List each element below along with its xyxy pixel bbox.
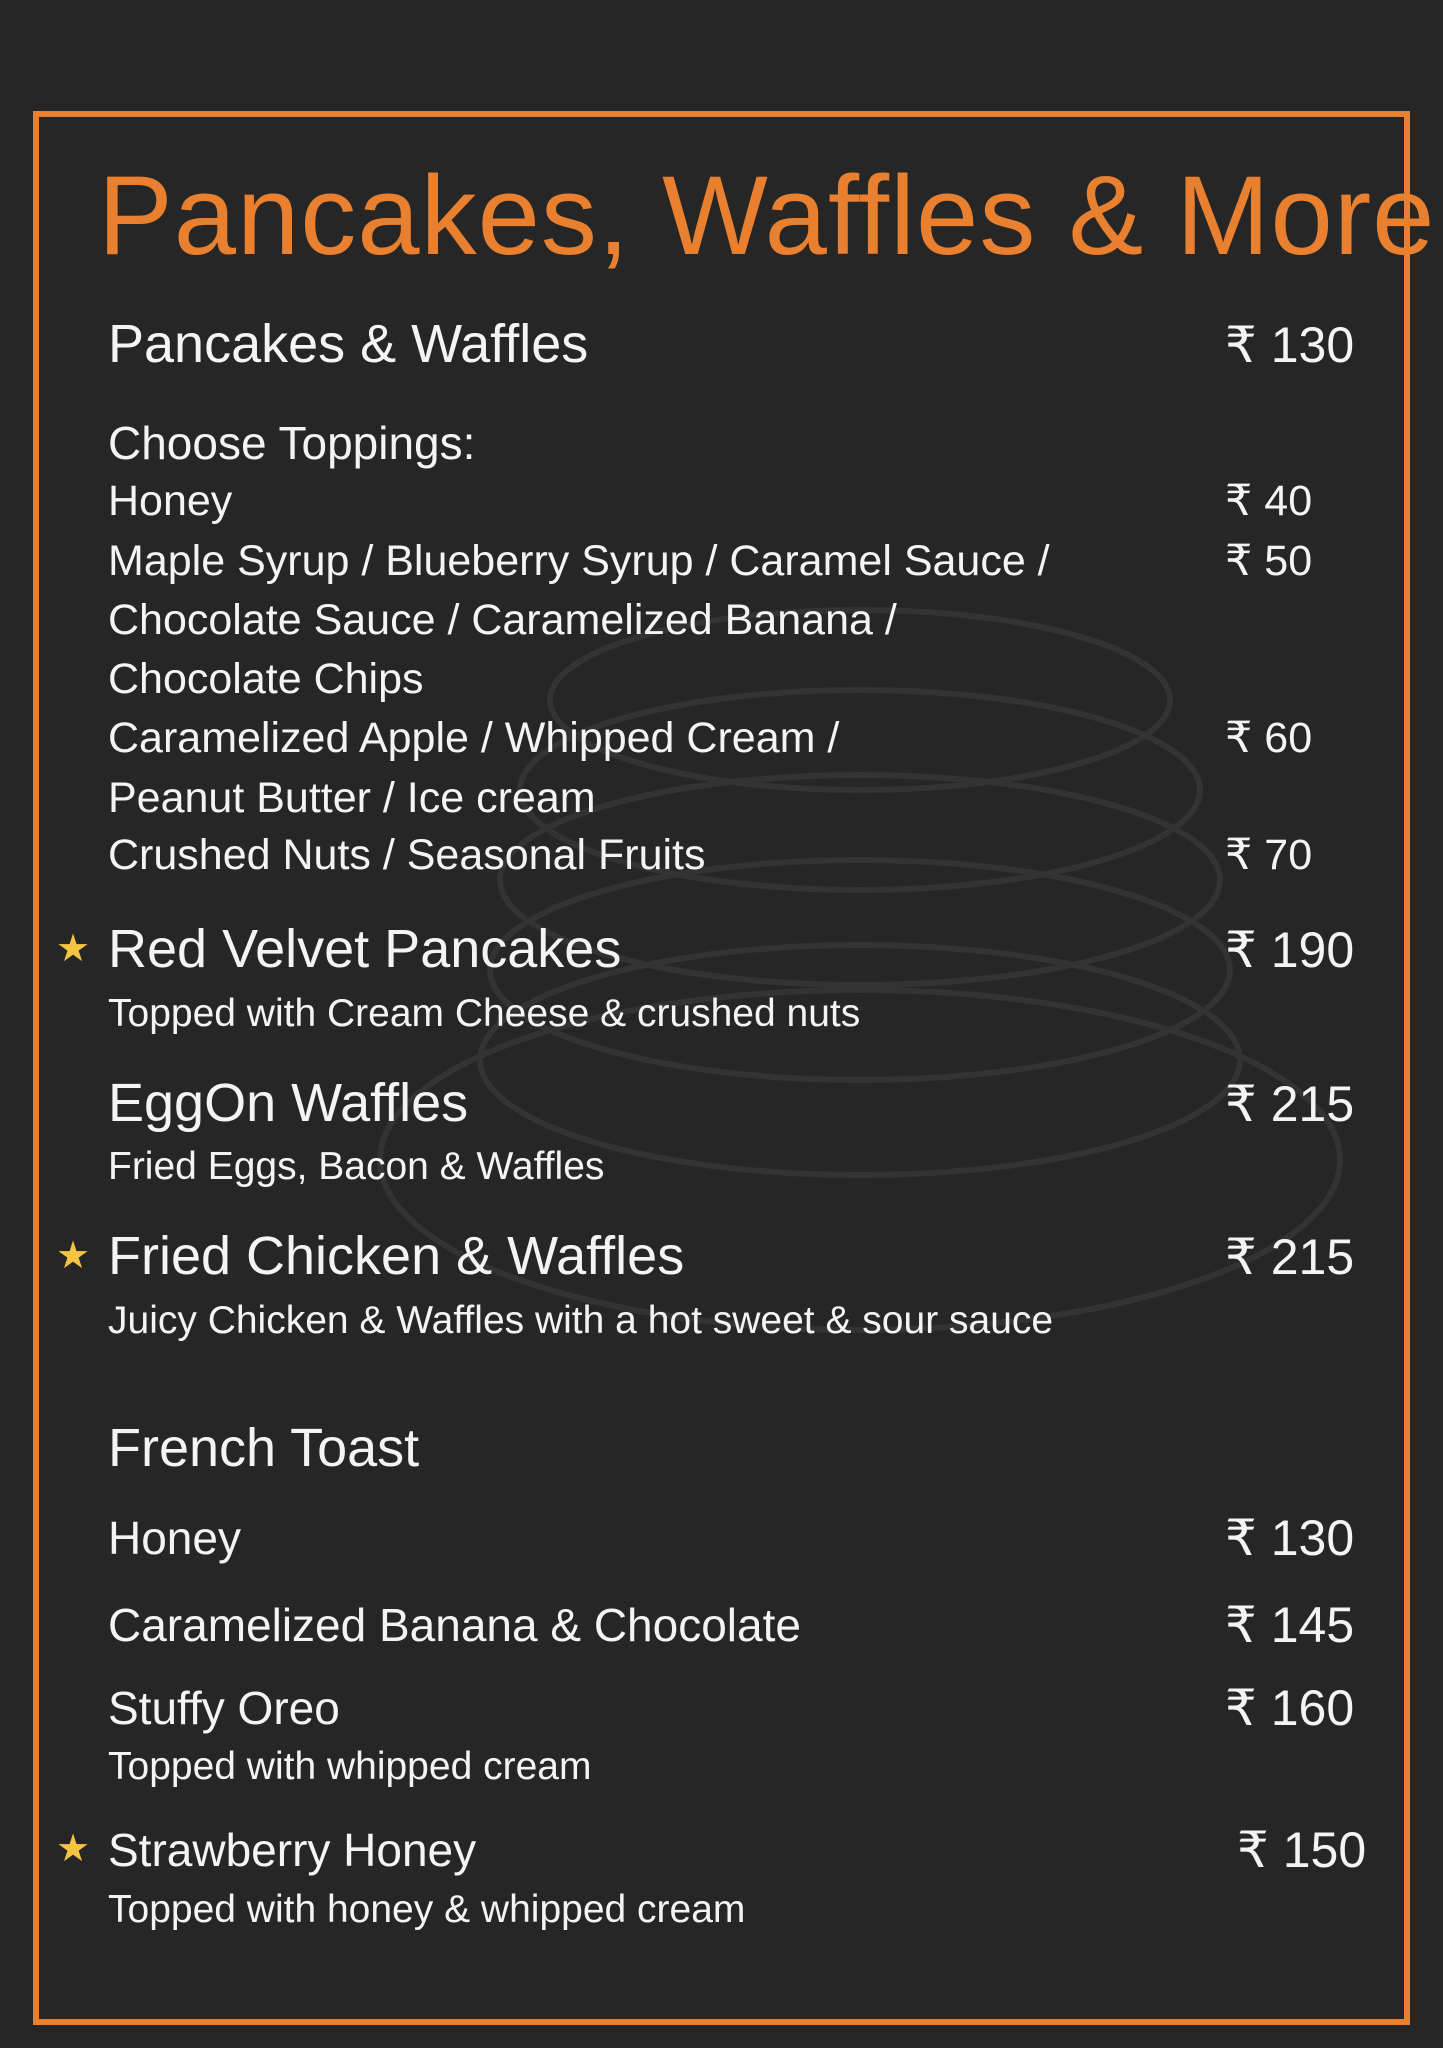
menu-item-name: Fried Chicken & Waffles <box>108 1226 685 1287</box>
star-icon: ★ <box>56 928 91 970</box>
menu-item-name: Caramelized Banana & Chocolate <box>108 1598 801 1651</box>
menu-item-price: ₹ 215 <box>1225 1228 1355 1285</box>
menu-item-price: ₹ 150 <box>1237 1821 1367 1878</box>
menu-item-name: Maple Syrup / Blueberry Syrup / Caramel Sauce / <box>108 537 1050 586</box>
menu-item-price: ₹ 130 <box>1225 1509 1355 1566</box>
menu-item-price: ₹ 145 <box>1225 1596 1355 1653</box>
menu-item-price: ₹ 160 <box>1225 1679 1355 1736</box>
menu-item-name: Topped with Cream Cheese & crushed nuts <box>108 991 861 1035</box>
menu-item-price: ₹ 130 <box>1225 316 1355 373</box>
menu-item-name: Strawberry Honey <box>108 1823 477 1876</box>
menu-item-name: Honey <box>108 477 233 526</box>
menu-item-price: ₹ 50 <box>1225 537 1313 586</box>
menu-item-name: Peanut Butter / Ice cream <box>108 774 596 823</box>
menu-item-name: Stuffy Oreo <box>108 1681 340 1734</box>
menu-item-name: Juicy Chicken & Waffles with a hot sweet & sour sauce <box>108 1298 1054 1342</box>
menu-item-name: Crushed Nuts / Seasonal Fruits <box>108 831 706 880</box>
menu-item-name: Honey <box>108 1511 241 1564</box>
menu-item-name: Pancakes & Waffles <box>108 314 589 375</box>
menu-item-name: Chocolate Sauce / Caramelized Banana / <box>108 596 897 645</box>
menu-item-price: ₹ 60 <box>1225 714 1313 763</box>
menu-item-name: EggOn Waffles <box>108 1073 469 1134</box>
menu-item-price: ₹ 190 <box>1225 921 1355 978</box>
menu-item-name: Caramelized Apple / Whipped Cream / <box>108 714 840 763</box>
menu-item-name: Red Velvet Pancakes <box>108 919 622 980</box>
menu-title: Pancakes, Waffles & More <box>98 153 1436 278</box>
menu-border <box>33 111 1410 2025</box>
menu-item-name: Topped with whipped cream <box>108 1744 592 1788</box>
menu-item-name: Fried Eggs, Bacon & Waffles <box>108 1144 605 1188</box>
star-icon: ★ <box>56 1828 91 1870</box>
menu-item-name: Choose Toppings: <box>108 416 476 469</box>
menu-item-name: Topped with honey & whipped cream <box>108 1887 746 1931</box>
menu-item-name: Chocolate Chips <box>108 655 424 704</box>
menu-item-name: French Toast <box>108 1418 420 1479</box>
menu-item-price: ₹ 70 <box>1225 831 1313 880</box>
menu-item-price: ₹ 40 <box>1225 477 1313 526</box>
star-icon: ★ <box>56 1235 91 1277</box>
menu-item-price: ₹ 215 <box>1225 1075 1355 1132</box>
